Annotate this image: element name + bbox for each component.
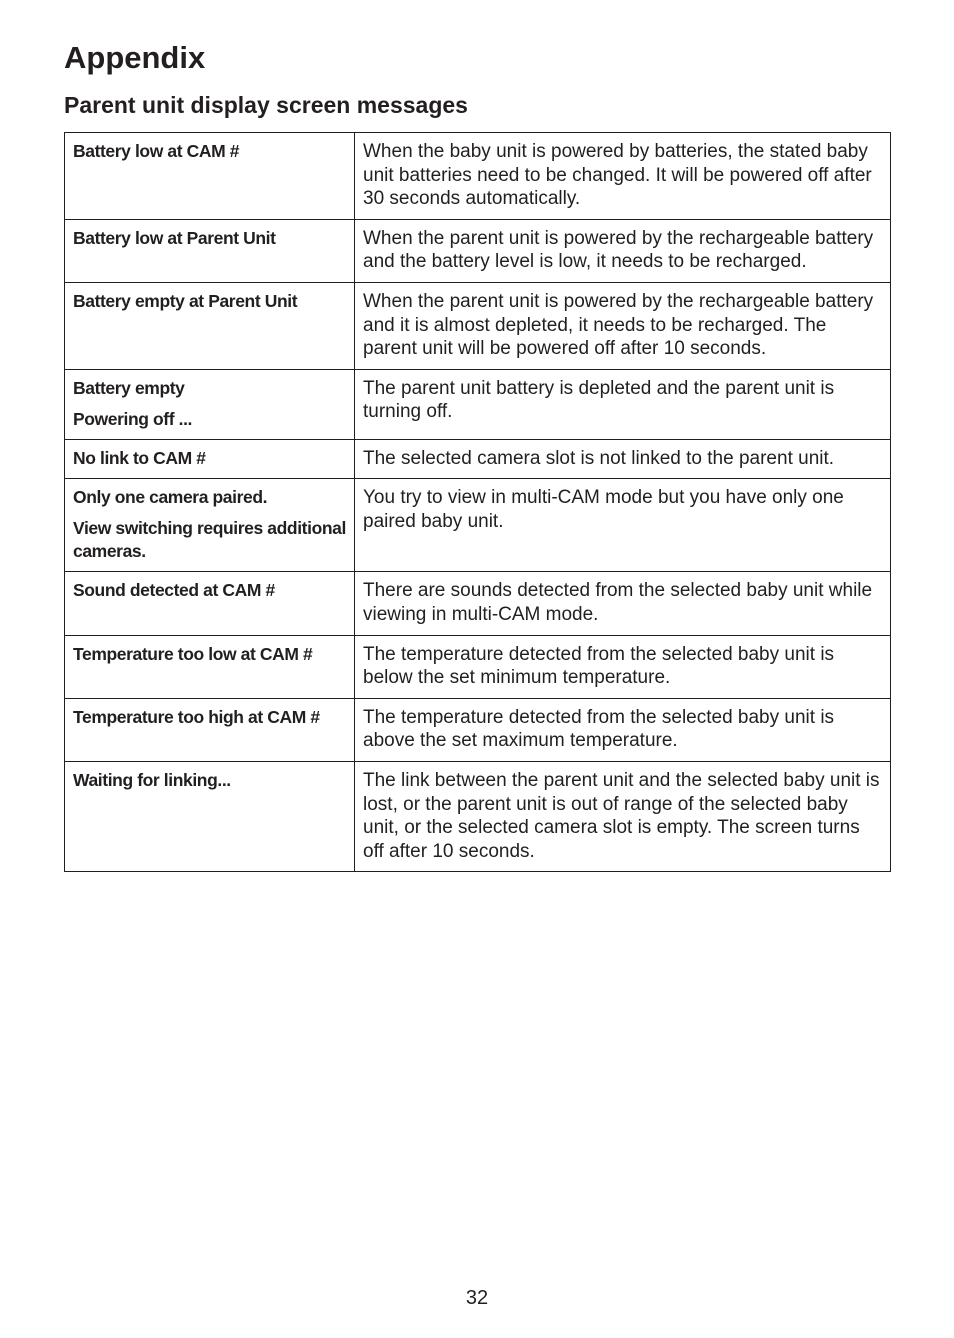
description-cell: The temperature detected from the selected baby unit is above the set maximum temperature. <box>355 698 891 761</box>
description-cell: When the parent unit is powered by the rechargeable battery and the battery level is low, it needs to be recharged. <box>355 219 891 282</box>
description-cell: There are sounds detected from the selected baby unit while viewing in multi-CAM mode. <box>355 572 891 635</box>
message-text: No link to CAM # <box>73 447 206 468</box>
message-text: Battery empty at Parent Unit <box>73 290 298 311</box>
description-cell: When the baby unit is powered by batteries, the stated baby unit batteries need to be changed. It will be powered off after 30 seconds automatically. <box>355 133 891 220</box>
table-row <box>65 439 891 479</box>
message-cell <box>65 761 355 871</box>
messages-table <box>64 132 891 872</box>
description-cell: The temperature detected from the selected baby unit is below the set minimum temperature. <box>355 635 891 698</box>
message-text: Sound detected at CAM # <box>73 580 275 601</box>
message-text: View switching requires additional cameras. <box>73 518 346 562</box>
table-row <box>65 369 891 439</box>
table-row <box>65 479 891 572</box>
table-row <box>65 219 891 282</box>
message-cell <box>65 282 355 369</box>
message-cell <box>65 439 355 479</box>
message-text: Temperature too high at CAM # <box>73 706 320 727</box>
message-text: Powering off ... <box>73 408 193 429</box>
description-cell: The parent unit battery is depleted and the parent unit is turning off. <box>355 369 891 439</box>
message-text: Battery empty <box>73 377 185 398</box>
table-row <box>65 572 891 635</box>
message-cell <box>65 219 355 282</box>
table-row <box>65 282 891 369</box>
message-cell <box>65 635 355 698</box>
table-row <box>65 635 891 698</box>
description-cell: When the parent unit is powered by the rechargeable battery and it is almost depleted, it needs to be recharged. The parent unit will be powered off after 10 seconds. <box>355 282 891 369</box>
table-row <box>65 133 891 220</box>
description-cell: The selected camera slot is not linked to the parent unit. <box>355 439 891 479</box>
table-row <box>65 698 891 761</box>
description-cell: You try to view in multi-CAM mode but you have only one paired baby unit. <box>355 479 891 572</box>
message-cell <box>65 572 355 635</box>
message-cell <box>65 133 355 220</box>
message-cell <box>65 698 355 761</box>
message-text: Only one camera paired. <box>73 487 268 508</box>
message-cell <box>65 479 355 572</box>
page-title: Appendix <box>64 40 206 75</box>
message-text: Waiting for linking... <box>73 769 231 790</box>
page-number: 32 <box>465 1287 489 1309</box>
description-cell: The link between the parent unit and the selected baby unit is lost, or the parent unit is out of range of the selected baby unit, or the selected camera slot is empty. The screen turns off after 10 seconds. <box>355 761 891 871</box>
section-title: Parent unit display screen messages <box>64 92 468 118</box>
message-cell <box>65 369 355 439</box>
message-text: Temperature too low at CAM # <box>73 643 313 664</box>
table-row <box>65 761 891 871</box>
message-text: Battery low at CAM # <box>73 141 240 161</box>
message-text: Battery low at Parent Unit <box>73 227 276 248</box>
